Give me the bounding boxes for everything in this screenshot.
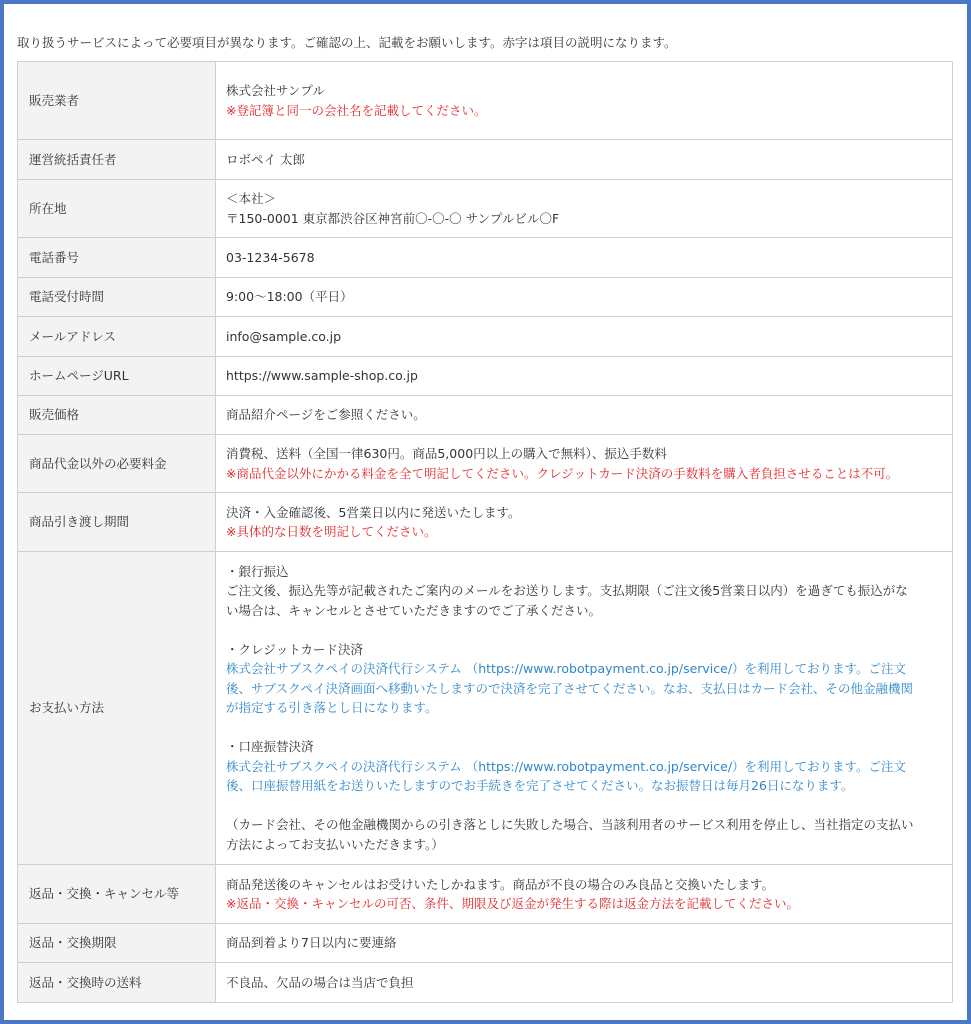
table-row xyxy=(18,435,953,493)
payment-value xyxy=(216,552,953,865)
address-line2: 〒150-0001 東京都渋谷区神宮前〇-〇-〇 サンプルビル〇F xyxy=(226,210,560,226)
spacer xyxy=(226,620,942,640)
intro-text: 取り扱うサービスによって必要項目が異なります。ご確認の上、記載をお願いします。赤字は項目の説明になります。 xyxy=(17,35,677,50)
homepage-link[interactable]: https://www.sample-shop.co.jp xyxy=(216,357,953,396)
row-label: 運営統括責任者 xyxy=(18,140,216,180)
row-label: 返品・交換・キャンセル等 xyxy=(18,865,216,924)
row-label: 商品引き渡し期間 xyxy=(18,493,216,552)
manager-value: ロボペイ 太郎 xyxy=(216,140,953,180)
bank-transfer-title: ・銀行振込 xyxy=(226,563,289,579)
table-row xyxy=(18,963,953,1003)
table-row xyxy=(18,865,953,924)
table-row xyxy=(18,396,953,435)
spacer xyxy=(226,718,942,738)
row-label: お支払い方法 xyxy=(18,552,216,865)
payment-notice: （カード会社、その他金融機関からの引き落としに失敗した場合、当該利用者のサービス利用を停止し、当社指定の支払い xyxy=(226,817,914,833)
direct-debit-text: 後、口座振替用紙をお送りいたしますのでお手続きを完了させてください。なお振替日は毎月26日になります。 xyxy=(226,778,854,794)
phone-value: 03-1234-5678 xyxy=(216,238,953,278)
return-period-value: 商品到着より7日以内に要連絡 xyxy=(216,924,953,963)
row-value xyxy=(216,493,953,552)
delivery-value: 決済・入金確認後、5営業日以内に発送いたします。 xyxy=(226,504,521,520)
email-value: info@sample.co.jp xyxy=(216,317,953,357)
commerce-disclosure-table xyxy=(17,61,953,1003)
row-label: 返品・交換時の送料 xyxy=(18,963,216,1003)
direct-debit-title: ・口座振替決済 xyxy=(226,739,314,755)
table-row xyxy=(18,180,953,238)
seller-note: ※登記簿と同一の会社名を記載してください。 xyxy=(226,102,487,118)
return-shipping-value: 不良品、欠品の場合は当店で負担 xyxy=(216,963,953,1003)
row-label: 所在地 xyxy=(18,180,216,238)
credit-card-text: が指定する引き落とし日になります。 xyxy=(226,700,438,716)
table-row xyxy=(18,924,953,963)
returns-note: ※返品・交換・キャンセルの可否、条件、期限及び返金が発生する際は返金方法を記載してください。 xyxy=(226,896,799,911)
table-row xyxy=(18,238,953,278)
spacer xyxy=(226,796,942,816)
seller-name: 株式会社サンプル xyxy=(226,83,325,98)
table-row xyxy=(18,278,953,317)
row-label: メールアドレス xyxy=(18,317,216,357)
table-row xyxy=(18,317,953,357)
row-label: 商品代金以外の必要料金 xyxy=(18,435,216,493)
credit-card-title: ・クレジットカード決済 xyxy=(226,641,363,657)
direct-debit-text: 株式会社サブスクペイの決済代行システム （https://www.robotpayment.co.jp/service/）を利用しております。ご注文 xyxy=(226,758,907,774)
table-row xyxy=(18,62,953,140)
table-row xyxy=(18,552,953,865)
row-label: ホームページURL xyxy=(18,357,216,396)
table-row xyxy=(18,140,953,180)
row-label: 返品・交換期限 xyxy=(18,924,216,963)
row-value xyxy=(216,865,953,924)
row-value xyxy=(216,435,953,493)
bank-transfer-text: い場合は、キャンセルとさせていただきますのでご了承ください。 xyxy=(226,602,602,618)
credit-card-text: 後、サブスクペイ決済画面へ移動いたしますので決済を完了させてください。なお、支払日はカード会社、その他金融機関 xyxy=(226,680,914,696)
payment-notice: 方法によってお支払いいただきます。） xyxy=(226,836,444,852)
row-label: 販売業者 xyxy=(18,62,216,140)
address-line1: ＜本社＞ xyxy=(226,191,277,206)
row-label: 電話番号 xyxy=(18,238,216,278)
row-label: 販売価格 xyxy=(18,396,216,435)
row-value xyxy=(216,62,953,140)
row-label: 電話受付時間 xyxy=(18,278,216,317)
table-row xyxy=(18,493,953,552)
table-row xyxy=(18,357,953,396)
price-value: 商品紹介ページをご参照ください。 xyxy=(216,396,953,435)
returns-value: 商品発送後のキャンセルはお受けいたしかねます。商品が不良の場合のみ良品と交換いたします。 xyxy=(226,876,775,892)
delivery-note: ※具体的な日数を明記してください。 xyxy=(226,524,437,539)
credit-card-text: 株式会社サブスクペイの決済代行システム （https://www.robotpayment.co.jp/service/）を利用しております。ご注文 xyxy=(226,661,907,677)
hours-value: 9:00～18:00（平日） xyxy=(216,278,953,317)
row-value xyxy=(216,180,953,238)
fees-note: ※商品代金以外にかかる料金を全て明記してください。クレジットカード決済の手数料を購入者負担させることは不可。 xyxy=(226,465,899,481)
bank-transfer-text: ご注文後、振込先等が記載されたご案内のメールをお送りします。支払期限（ご注文後5営業日以内）を過ぎても振込がな xyxy=(226,583,908,599)
fees-value: 消費税、送料（全国一律630円。商品5,000円以上の購入で無料）、振込手数料 xyxy=(226,446,667,461)
